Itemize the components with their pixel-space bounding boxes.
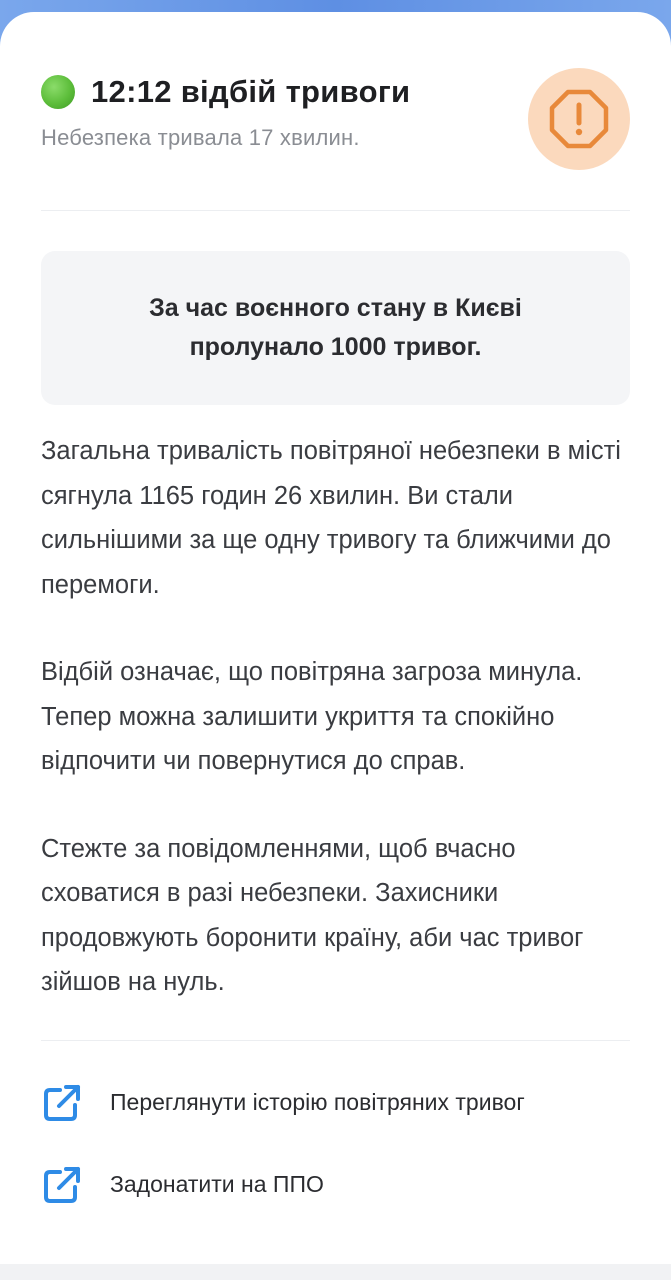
alert-title: 12:12 відбій тривоги xyxy=(91,74,411,109)
link-alert-history[interactable] xyxy=(41,1062,630,1144)
external-link-icon xyxy=(41,1082,83,1124)
alert-duration: Небезпека тривала 17 хвилин. xyxy=(41,125,360,150)
links-divider xyxy=(41,1040,630,1041)
title-row xyxy=(41,74,410,110)
link-donate-label: Задонатити на ППО xyxy=(110,1171,324,1197)
paragraph-follow-news: Стежте за повідомленнями, щоб вчасно сховатися в разі небезпеки. Захисники продовжують боронити країну, аби час тривог зійшов на нуль. xyxy=(41,834,584,996)
link-alert-history-label: Переглянути історію повітряних тривог xyxy=(110,1089,525,1115)
green-circle-icon xyxy=(41,75,75,109)
stats-highlight-text: За час воєнного стану в Києві пролунало 1000 тривог. xyxy=(149,294,522,361)
bottom-sheet-edge xyxy=(0,1264,671,1280)
paragraph-duration: Загальна тривалість повітряної небезпеки в місті сягнула 1165 годин 26 хвилин. Ви стали сильнішими за ще одну тривогу та ближчими до перемоги. xyxy=(41,437,621,599)
warning-badge xyxy=(528,68,630,170)
paragraph-all-clear: Відбій означає, що повітряна загроза минула. Тепер можна залишити укриття та спокійно відпочити чи повернутися до справ. xyxy=(41,658,583,775)
header-divider xyxy=(41,210,630,211)
octagon-exclamation-icon xyxy=(548,88,610,150)
alert-header xyxy=(41,12,630,210)
link-donate-air-defense[interactable] xyxy=(41,1144,630,1226)
stats-highlight-box xyxy=(41,251,630,405)
alert-card xyxy=(0,12,671,1264)
external-link-icon xyxy=(41,1164,83,1206)
